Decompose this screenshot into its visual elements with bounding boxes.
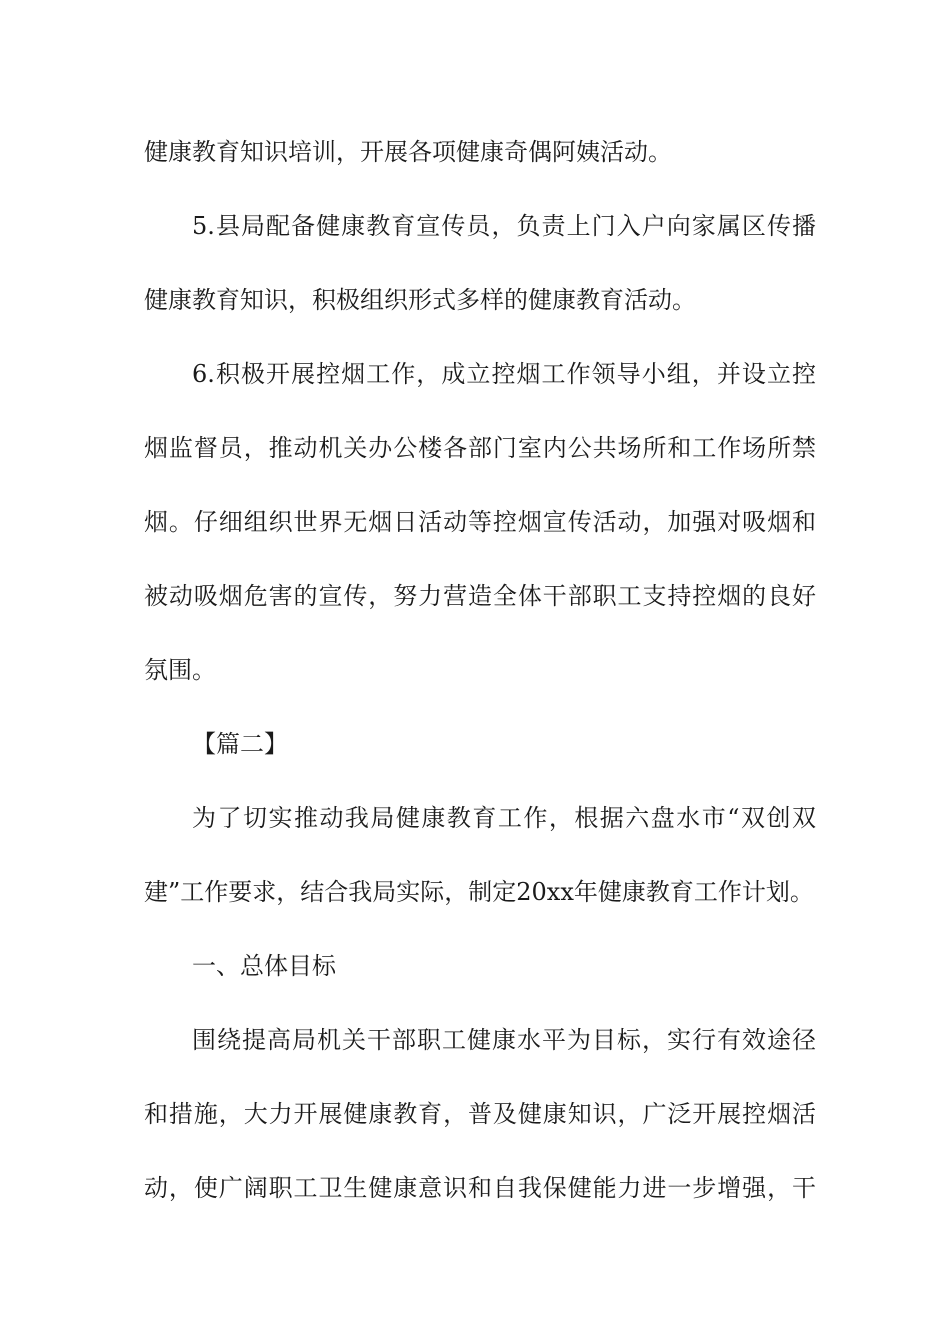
text-line-8: 氛围。 xyxy=(144,656,216,684)
text-line-15: 动，使广阔职工卫生健康意识和自我保健能力进一步增强，干 xyxy=(144,1174,816,1202)
text-line-4: 6.积极开展控烟工作，成立控烟工作领导小组，并设立控 xyxy=(192,360,816,388)
text-line-7: 被动吸烟危害的宣传，努力营造全体干部职工支持控烟的良好 xyxy=(144,582,816,610)
text-line-11: 建”工作要求，结合我局实际，制定20xx年健康教育工作计划。 xyxy=(144,878,814,906)
section-heading-pian-er: 【篇二】 xyxy=(192,730,288,758)
text-line-2: 5.县局配备健康教育宣传员，负责上门入户向家属区传播 xyxy=(192,212,816,240)
text-line-1: 健康教育知识培训，开展各项健康奇偶阿姨活动。 xyxy=(144,138,672,166)
text-line-5: 烟监督员，推动机关办公楼各部门室内公共场所和工作场所禁 xyxy=(144,434,816,462)
section-heading-overall-goal: 一、总体目标 xyxy=(192,952,336,980)
text-line-10: 为了切实推动我局健康教育工作，根据六盘水市“双创双 xyxy=(192,804,816,832)
text-line-13: 围绕提高局机关干部职工健康水平为目标，实行有效途径 xyxy=(192,1026,816,1054)
text-line-3: 健康教育知识，积极组织形式多样的健康教育活动。 xyxy=(144,286,696,314)
text-line-6: 烟。仔细组织世界无烟日活动等控烟宣传活动，加强对吸烟和 xyxy=(144,508,816,536)
text-line-14: 和措施，大力开展健康教育，普及健康知识，广泛开展控烟活 xyxy=(144,1100,816,1128)
